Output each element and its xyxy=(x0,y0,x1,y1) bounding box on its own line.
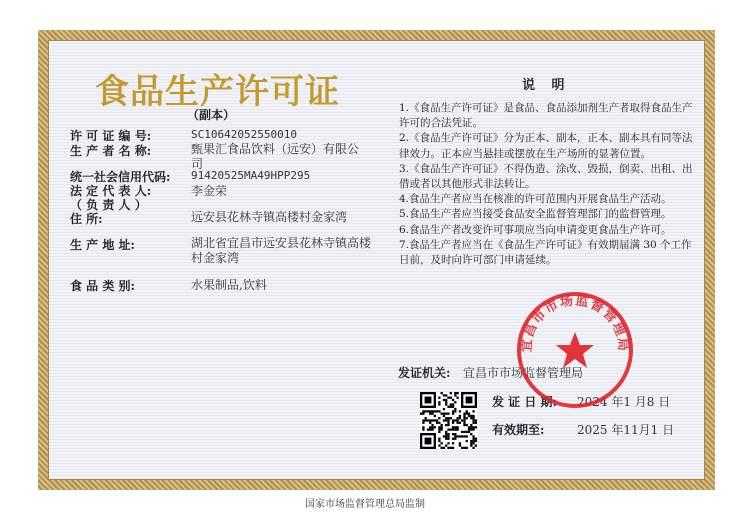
issuer-value: 宜昌市市场监督管理局 xyxy=(463,366,584,380)
note-item: 5.食品生产者应当接受食品安全监督管理部门的监督管理。 xyxy=(399,208,672,221)
notes-title: 说 明 xyxy=(522,78,571,93)
production-address-value: 湖北省宜昌市远安县花林寺镇高楼村金家湾 xyxy=(191,236,372,265)
legal-rep-value: 李金荣 xyxy=(191,184,228,198)
credit-code-label: 统一社会信用代码: xyxy=(70,170,171,184)
seal-text: 宜昌市市场监督管理局 xyxy=(519,293,631,353)
footer-supervisor: 国家市场监督管理总局监制 xyxy=(305,499,425,510)
issue-date-label: 发 证 日 期: xyxy=(492,395,557,409)
qr-code-icon xyxy=(420,392,477,449)
legal-rep-label: 法 定 代 表 人: xyxy=(70,184,152,198)
official-seal-icon xyxy=(515,290,635,410)
producer-name-value: 甄果汇食品饮料（远安）有限公司 xyxy=(191,142,360,171)
copy-label: （副本） xyxy=(187,108,236,122)
residence-value: 远安县花林寺镇高楼村金家湾 xyxy=(191,210,348,224)
note-item: 2.《食品生产许可证》分为正本、副本，正本、副本具有同等法律效力。正本应当悬挂或摆放在生产场所的显著位置。 xyxy=(399,132,693,160)
note-item: 7.食品生产者应当在《食品生产许可证》有效期届满 30 个工作日前，及时向许可部门申请延续。 xyxy=(399,238,692,267)
note-item: 6.食品生产者改变许可事项应当向申请变更食品生产许可。 xyxy=(399,223,672,236)
certificate-title: 食品生产许可证 xyxy=(95,72,340,112)
food-category-label: 食 品 类 别: xyxy=(70,279,135,293)
license-number-label: 许 可 证 编 号: xyxy=(70,129,152,143)
credit-code-value: 91420525MA49HPP295 xyxy=(191,169,311,182)
expiry-date-value: 2025 年11月1 日 xyxy=(577,423,675,437)
issuer-label: 发证机关: xyxy=(398,366,451,380)
producer-name-label: 生 产 者 名 称: xyxy=(70,144,152,158)
note-item: 1.《食品生产许可证》是食品、食品添加剂生产者取得食品生产许可的合法凭证。 xyxy=(399,102,693,130)
residence-label: 住 所: xyxy=(70,212,103,226)
food-category-value: 水果制品,饮料 xyxy=(191,278,267,292)
issue-date-value: 2024 年1 月8 日 xyxy=(577,395,671,409)
notes-list xyxy=(399,101,695,268)
expiry-date-label: 有效期至: xyxy=(492,423,545,437)
responsible-person-label: （ 负 责 人 ） xyxy=(70,198,147,212)
note-item: 3.《食品生产许可证》不得伪造、涂改、毁损，倒卖、出租、出借或者以其他形式非法转让。 xyxy=(399,162,693,191)
license-number-value: SC10642052550010 xyxy=(191,128,297,141)
note-item: 4.食品生产者应当在核准的许可范围内开展食品生产活动。 xyxy=(399,193,672,206)
production-address-label: 生 产 地 址: xyxy=(70,238,135,252)
